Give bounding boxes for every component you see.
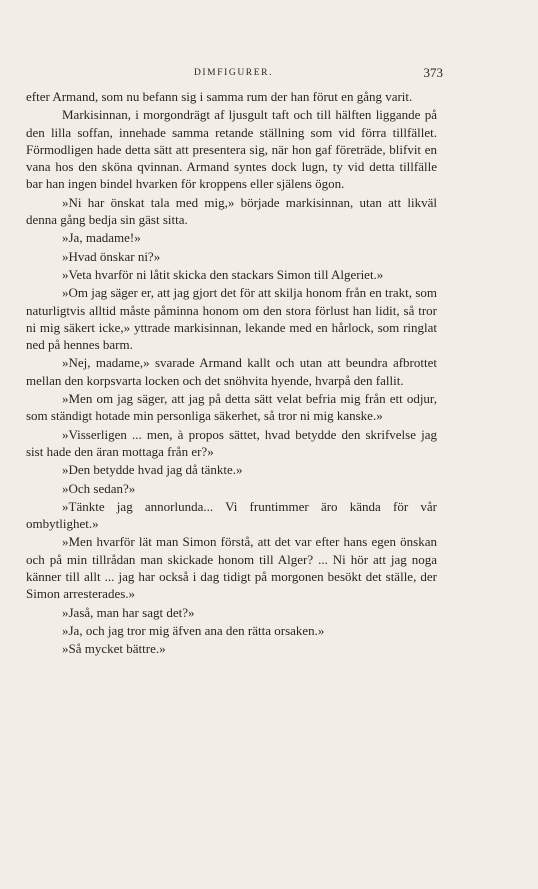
paragraph: »Ja, och jag tror mig äfven ana den rätta orsaken.» xyxy=(62,622,325,638)
paragraph: »Tänkte jag annorlunda... Vi fruntimmer äro kända för vår ombytlighet.» xyxy=(26,498,437,532)
paragraph: »Ja, madame!» xyxy=(62,230,141,246)
paragraph: »Nej, madame,» svarade Armand kallt och utan att beundra afbrottet mellan den korpsvarta locken och det snöhvita hyende, hvarpå den fallit. xyxy=(26,355,437,388)
paragraph: »Och sedan?» xyxy=(62,480,136,496)
paragraph: »Så mycket bättre.» xyxy=(62,641,166,657)
paragraph: »Men om jag säger, att jag på detta sätt velat befria mig från ett odjur, som ständigt hotade min personliga säkerhet, så tror ni mig kanske.» xyxy=(26,391,437,424)
paragraph: »Jaså, man har sagt det?» xyxy=(62,604,195,620)
paragraph: »Men hvarför lät man Simon förstå, att det var efter hans egen önskan och på min tillrådan man skickade honom till Alger? ... Ni hör att jag noga känner till allt ... jag har också i dag tidigt på morgonen besökt det ställe, der Simon arresterades.» xyxy=(26,534,437,602)
paragraph: »Ni har önskat tala med mig,» började markisinnan, utan att likväl denna gång bedja sin gäst sitta. xyxy=(26,194,437,228)
page-number: 373 xyxy=(423,65,443,80)
running-head: DIMFIGURER. xyxy=(193,68,274,78)
paragraph: efter Armand, som nu befann sig i samma rum der han förut en gång varit. xyxy=(26,89,413,104)
paragraph: »Veta hvarför ni låtit skicka den stackars Simon till Algeriet.» xyxy=(62,266,384,282)
body-text xyxy=(26,88,437,658)
paragraph: »Om jag säger er, att jag gjort det för att skilja honom från en trakt, som naturligtvis alltid måste påminna honom om den stora förlust han lidit, så tror ni mig säkert icke,» yttrade markisinnan, lekande med en hårlock, som ringlat ned på hennes barm. xyxy=(26,285,437,353)
page-header xyxy=(26,62,443,84)
paragraph: Markisinnan, i morgondrägt af ljusgult taft och till hälften liggande på den lilla soffan, innehade samma retande ställning som vid förra tillfället. Förmodligen hade detta sätt att presentera sig, när hon gaf företräde, blifvit en vana hos den sköna qvinnan. Armand syntes dock lugn, ty vid detta tillfälle bar han ingen bindel hvarken för kroppens eller själens ögon. xyxy=(26,107,437,192)
paragraph: »Visserligen ... men, à propos sättet, hvad betydde den skrifvelse jag sist hade den äran mottaga från er?» xyxy=(26,426,437,459)
paragraph: »Den betydde hvad jag då tänkte.» xyxy=(62,462,243,478)
paragraph: »Hvad önskar ni?» xyxy=(62,248,161,264)
